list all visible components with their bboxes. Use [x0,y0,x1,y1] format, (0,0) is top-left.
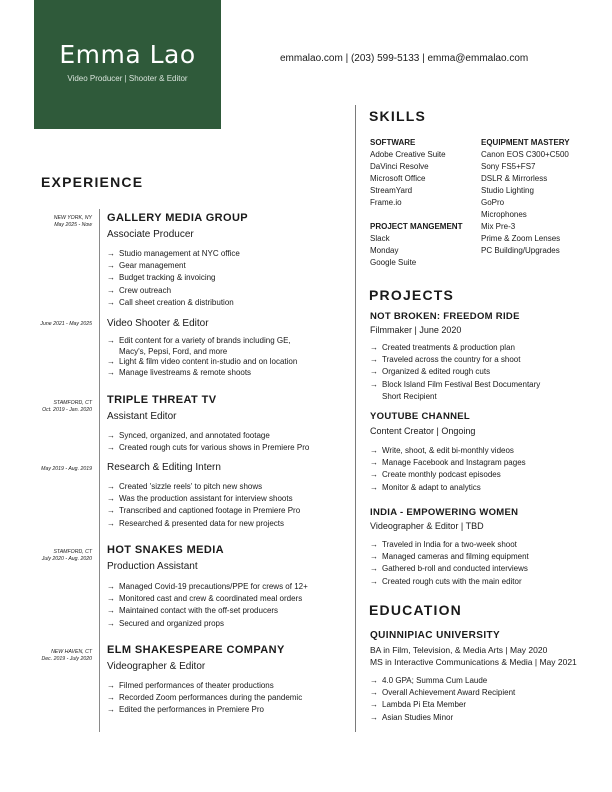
skills-title: SKILLS [369,108,426,124]
software-heading: SOFTWARE [370,138,416,147]
list-item: Macy's, Pepsi, Ford, and more [119,346,228,356]
list-item: Frame.io [370,198,402,207]
gallery-bullets [107,248,240,309]
list-item: → Light & film video content in-studio and on location [107,357,297,368]
list-item: Monday [370,246,399,255]
list-item: → Created treatments & production plan [370,342,540,354]
list-item: StreamYard [370,186,413,195]
triple-dates: Oct. 2019 - Jan. 2020 [42,407,92,413]
triple-bullets [107,430,309,454]
list-item: → Maintained contact with the off-set producers [107,605,308,617]
triple-role: Assistant Editor [107,411,177,422]
gallery-role: Associate Producer [107,229,194,240]
elm-role: Videographer & Editor [107,661,206,672]
list-item: DSLR & Mirrorless [481,174,548,183]
list-item: → Secured and organized props [107,618,308,630]
gallery-dates: May 2025 - Now [54,222,92,228]
youtube-bullets [370,445,526,494]
list-item: → Gathered b-roll and conducted interviews [370,563,529,575]
pm-heading: PROJECT MANGEMENT [370,222,463,231]
equipment-heading: EQUIPMENT MASTERY [481,138,570,147]
list-item: → Managed Covid-19 precautions/PPE for crews of 12+ [107,581,308,593]
list-item: Google Suite [370,258,417,267]
list-item: → Created 'sizzle reels' to pitch new shows [107,481,300,493]
person-name: Emma Lao [59,40,196,69]
elm-bullets [107,680,302,717]
list-item: Microphones [481,210,527,219]
gallery-role-2: Video Shooter & Editor [107,318,209,329]
list-item: → 4.0 GPA; Summa Cum Laude [370,675,515,687]
gallery-bullets-2 [107,336,297,378]
list-item: → Overall Achievement Award Recipient [370,687,515,699]
india-role: Videographer & Editor | TBD [370,521,484,531]
freedom-role: Filmmaker | June 2020 [370,325,462,335]
list-item: → Call sheet creation & distribution [107,297,240,309]
list-item: → Budget tracking & invoicing [107,272,240,284]
freedom-bullet-continuation: Short Recipient [382,392,437,401]
list-item: → Filmed performances of theater productions [107,680,302,692]
experience-title: EXPERIENCE [41,174,144,190]
elm-dates: Dec. 2019 - July 2020 [41,656,92,662]
list-item: → Write, shoot, & edit bi-monthly videos [370,445,526,457]
triple-meta [32,400,92,414]
list-item: → Managed cameras and filming equipment [370,551,529,563]
contact-line: emmalao.com | (203) 599-5133 | emma@emmalao.com [280,53,529,64]
list-item: → Created rough cuts with the main editor [370,576,529,588]
freedom-bullets [370,342,540,391]
degree-ms: MS in Interactive Communications & Media | May 2021 [370,657,577,667]
gallery-dates-2: June 2021 - May 2025 [40,321,92,327]
list-item: Microsoft Office [370,174,426,183]
elm-location: NEW HAVEN, CT [51,649,92,655]
triple-meta-2 [32,466,92,473]
list-item: → Recorded Zoom performances during the pandemic [107,692,302,704]
projects-title: PROJECTS [369,287,455,303]
snakes-role: Production Assistant [107,561,198,572]
list-item: Canon EOS C300+C500 [481,150,569,159]
triple-org: TRIPLE THREAT TV [107,394,217,406]
youtube-role: Content Creator | Ongoing [370,426,476,436]
list-item: Adobe Creative Suite [370,150,446,159]
list-item: → Crew outreach [107,285,240,297]
gallery-meta-2 [32,321,92,328]
education-bullets [370,675,515,724]
list-item: Studio Lighting [481,186,534,195]
list-item: → Monitor & adapt to analytics [370,482,526,494]
list-item: → Monitored cast and crew & coordinated meal orders [107,593,308,605]
list-item: Slack [370,234,390,243]
list-item: DaVinci Resolve [370,162,429,171]
list-item: → Organized & edited rough cuts [370,366,540,378]
triple-location: STAMFORD, CT [53,400,92,406]
triple-role-2: Research & Editing Intern [107,462,221,473]
elm-meta [32,649,92,663]
elm-org: ELM SHAKESPEARE COMPANY [107,644,285,656]
list-item: → Gear management [107,260,240,272]
column-divider [355,105,356,732]
list-item: → Block Island Film Festival Best Documentary [370,379,540,391]
list-item: → Create monthly podcast episodes [370,469,526,481]
list-item: → Traveled across the country for a shoot [370,354,540,366]
snakes-location: STAMFORD, CT [53,549,92,555]
school-name: QUINNIPIAC UNIVERSITY [370,630,501,641]
gallery-location: NEW YORK, NY [53,215,92,221]
list-item: Prime & Zoom Lenses [481,234,561,243]
pm-list [370,233,416,269]
triple-dates-2: May 2019 - Aug. 2019 [41,466,92,472]
education-title: EDUCATION [369,602,462,618]
gallery-meta [32,215,92,229]
list-item: → Edit content for a variety of brands including GE, [107,336,297,347]
list-item: PC Building/Upgrades [481,246,560,255]
india-title: INDIA - EMPOWERING WOMEN [370,507,519,518]
snakes-org: HOT SNAKES MEDIA [107,544,225,556]
list-item: → Manage livestreams & remote shoots [107,368,297,379]
timeline-divider [99,209,100,732]
list-item: → Manage Facebook and Instagram pages [370,457,526,469]
india-bullets [370,539,529,588]
list-item: → Transcribed and captioned footage in Premiere Pro [107,505,300,517]
list-item: → Traveled in India for a two-week shoot [370,539,529,551]
list-item: → Asian Studies Minor [370,712,515,724]
snakes-dates: July 2020 - Aug. 2020 [41,556,92,562]
freedom-title: NOT BROKEN: FREEDOM RIDE [370,311,520,322]
snakes-meta [32,549,92,563]
list-item: → Researched & presented data for new projects [107,518,300,530]
equipment-list [481,149,569,257]
list-item: → Lambda Pi Eta Member [370,699,515,711]
degree-ba: BA in Film, Television, & Media Arts | May 2020 [370,645,548,655]
name-banner [34,0,221,129]
list-item: → Created rough cuts for various shows in Premiere Pro [107,442,309,454]
person-subtitle: Video Producer | Shooter & Editor [67,74,188,83]
list-item: Mix Pre-3 [481,222,516,231]
software-list [370,149,446,209]
list-item: → Synced, organized, and annotated footage [107,430,309,442]
triple-bullets-2 [107,481,300,530]
snakes-bullets [107,581,308,630]
youtube-title: YOUTUBE CHANNEL [370,411,471,422]
list-item: Sony FS5+FS7 [481,162,536,171]
gallery-org: GALLERY MEDIA GROUP [107,212,249,224]
list-item: → Studio management at NYC office [107,248,240,260]
list-item: GoPro [481,198,505,207]
list-item: → Was the production assistant for interview shoots [107,493,300,505]
list-item: → Edited the performances in Premiere Pro [107,704,302,716]
